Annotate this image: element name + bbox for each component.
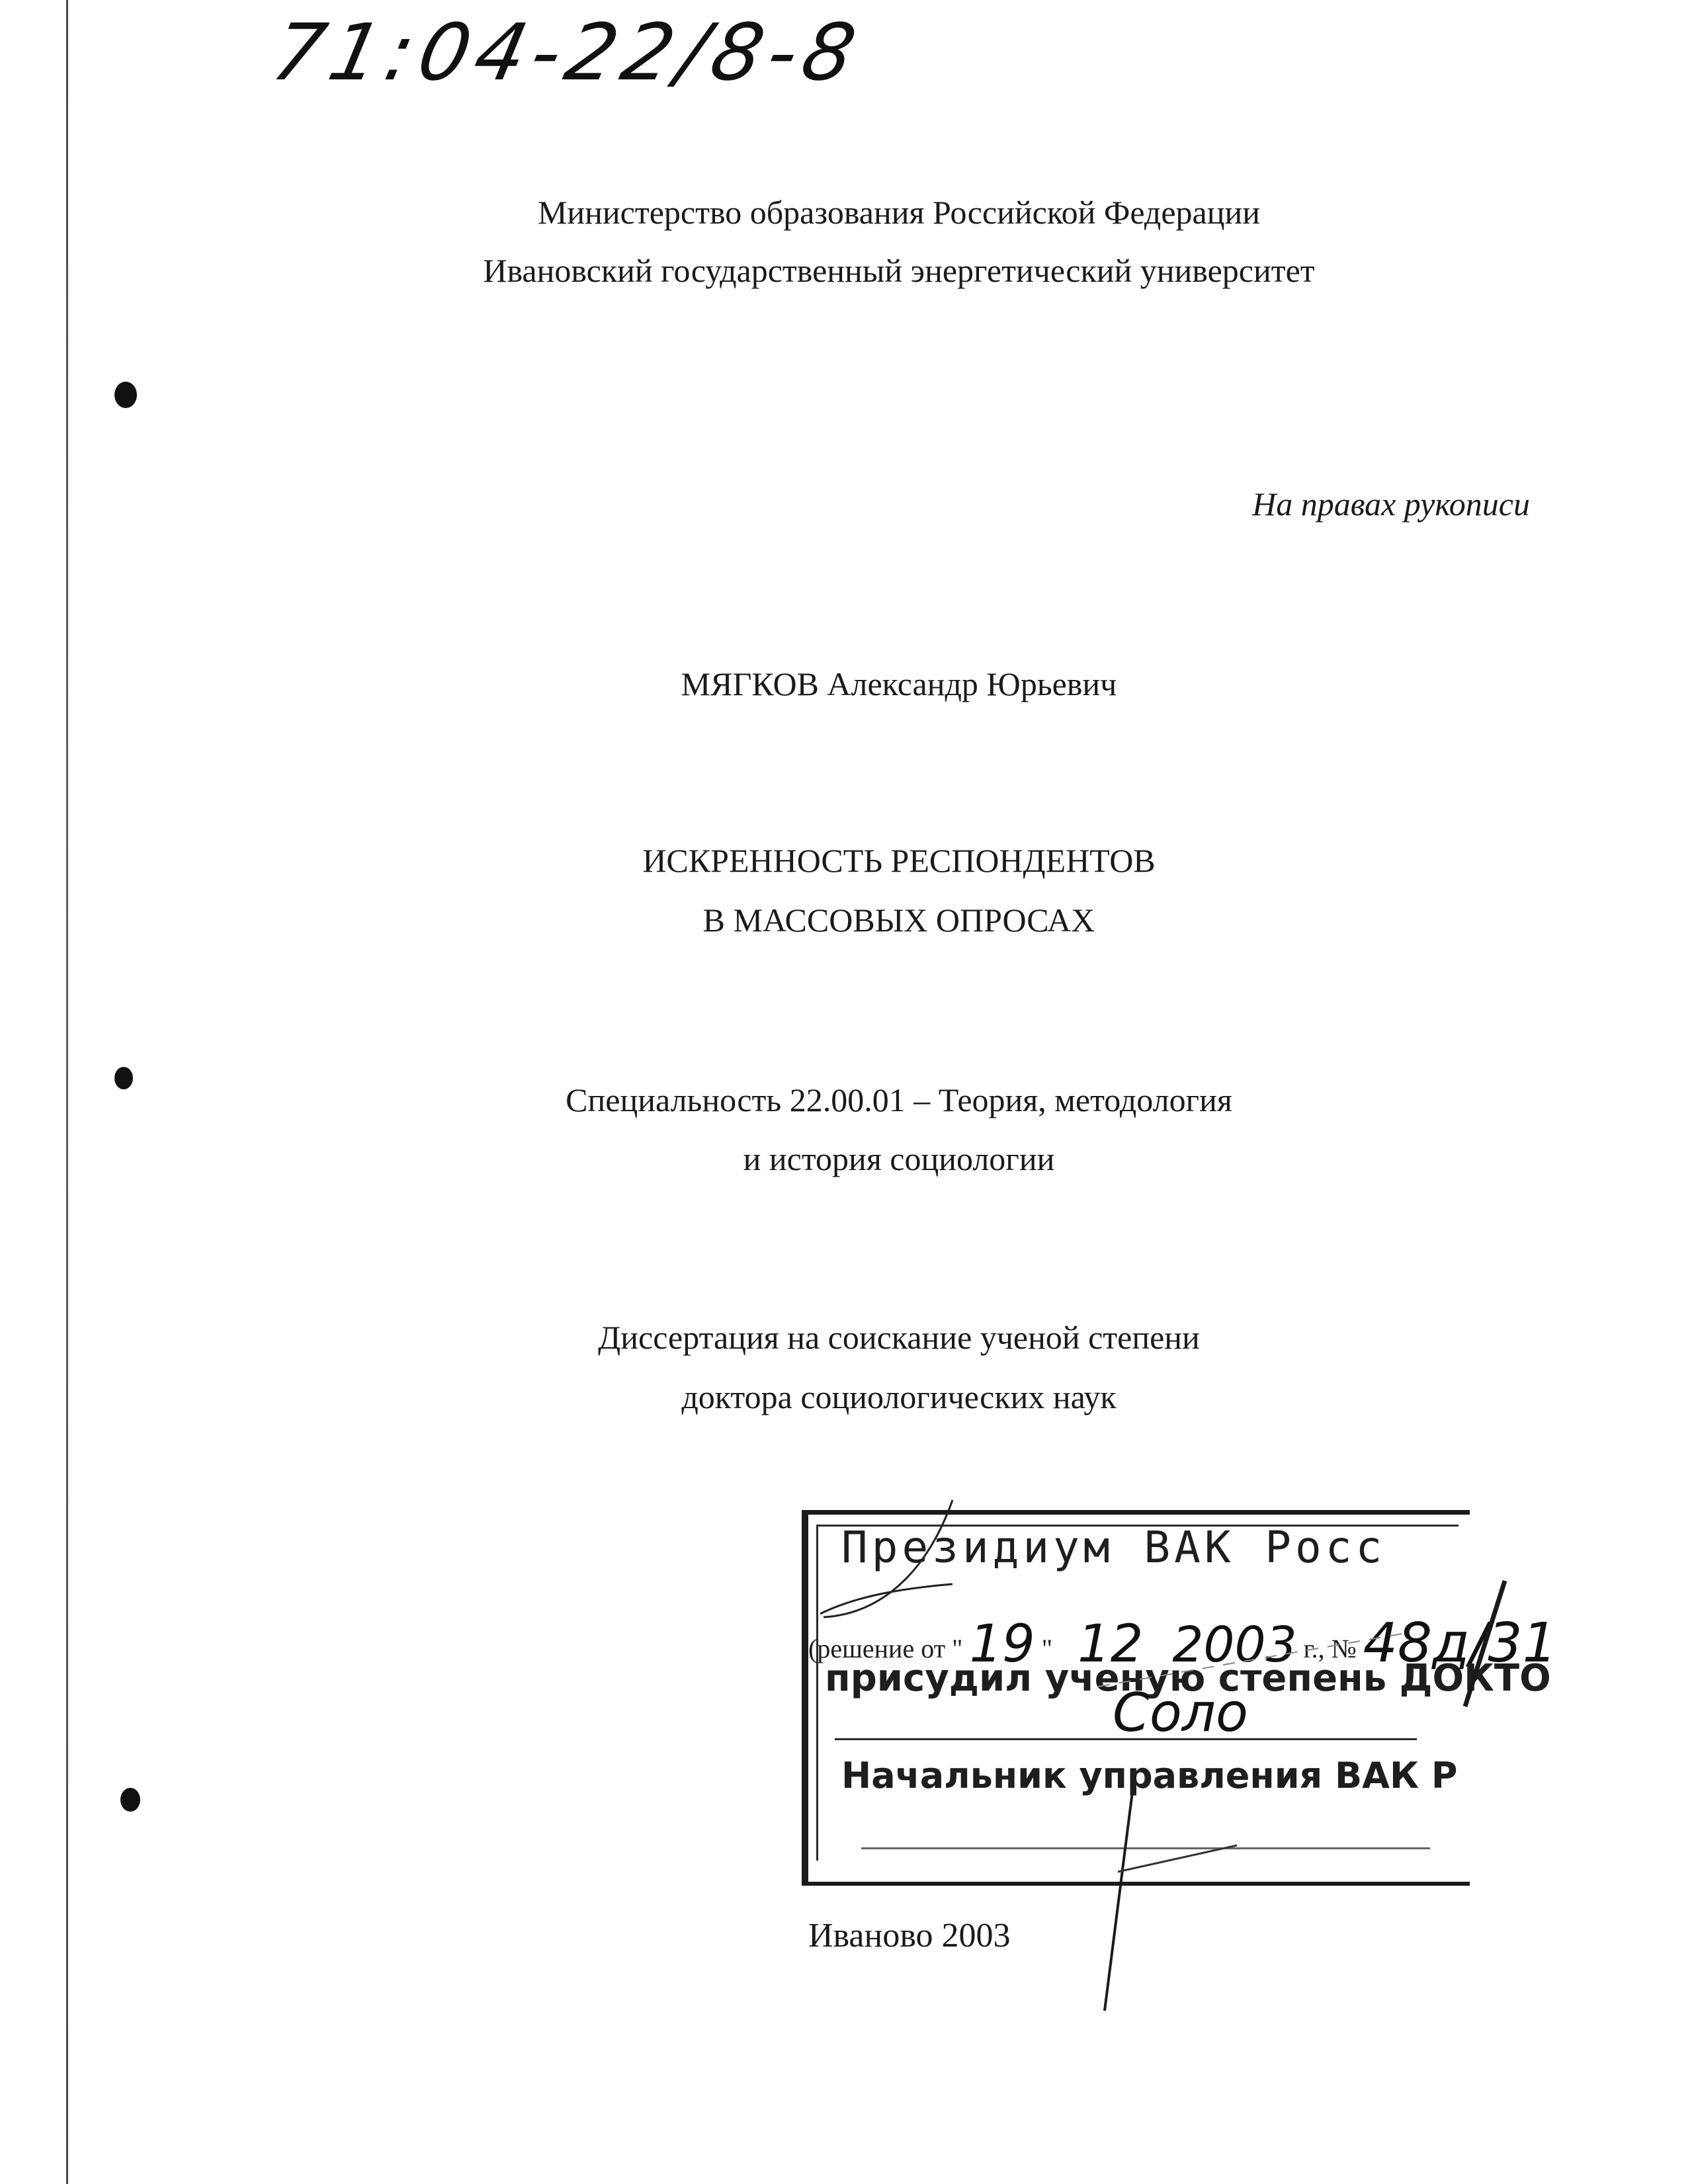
- stamp-quote-mark: ": [1041, 1634, 1053, 1663]
- stamp-decision-prefix: (решение от ": [808, 1634, 963, 1663]
- city-year: Иваново 2003: [808, 1917, 1011, 1954]
- stamp-line-head: Начальник управления ВАК Р: [841, 1755, 1458, 1796]
- archive-code-handwritten: 71:04-22/8-8: [265, 7, 870, 98]
- dissertation-title-line-2: В МАССОВЫХ ОПРОСАХ: [702, 902, 1095, 939]
- stamp-day-handwritten: 19: [969, 1615, 1035, 1674]
- ink-stroke-upper-loop: [820, 1584, 952, 1614]
- stamp-line-presidium: Президиум ВАК Росс: [841, 1522, 1386, 1573]
- ministry-heading: Министерство образования Российской Федерации: [537, 194, 1261, 231]
- university-heading: Ивановский государственный энергетический университет: [483, 252, 1315, 289]
- specialty-line-2: и история социологии: [743, 1140, 1055, 1177]
- ink-faint-line: [1098, 1634, 1402, 1687]
- ink-stroke-upper: [824, 1500, 952, 1617]
- degree-line-1: Диссертация на соискание ученой степени: [598, 1319, 1200, 1356]
- stamp-line-awarded: присудил ученую степень ДОКТО: [825, 1657, 1551, 1700]
- author-name: МЯГКОВ Александр Юрьевич: [681, 665, 1117, 702]
- ink-cross-stroke: [1118, 1845, 1237, 1872]
- stamp-number-handwritten: 48д/31: [1363, 1612, 1557, 1675]
- ink-slash-stroke: [1465, 1581, 1505, 1706]
- stamp-signature-handwritten: Соло: [1113, 1682, 1248, 1743]
- stamp-month-handwritten: 12: [1078, 1615, 1144, 1674]
- specialty-line-1: Специальность 22.00.01 – Теория, методология: [566, 1081, 1232, 1118]
- dissertation-title-line-1: ИСКРЕННОСТЬ РЕСПОНДЕНТОВ: [642, 842, 1156, 879]
- manuscript-note: На правах рукописи: [1252, 485, 1530, 523]
- stamp-number-label: г., №: [1303, 1634, 1357, 1663]
- stamp-year-handwritten: 2003: [1172, 1617, 1297, 1673]
- ink-tail-stroke: [1105, 1792, 1132, 2011]
- degree-line-2: доктора социологических наук: [681, 1378, 1117, 1415]
